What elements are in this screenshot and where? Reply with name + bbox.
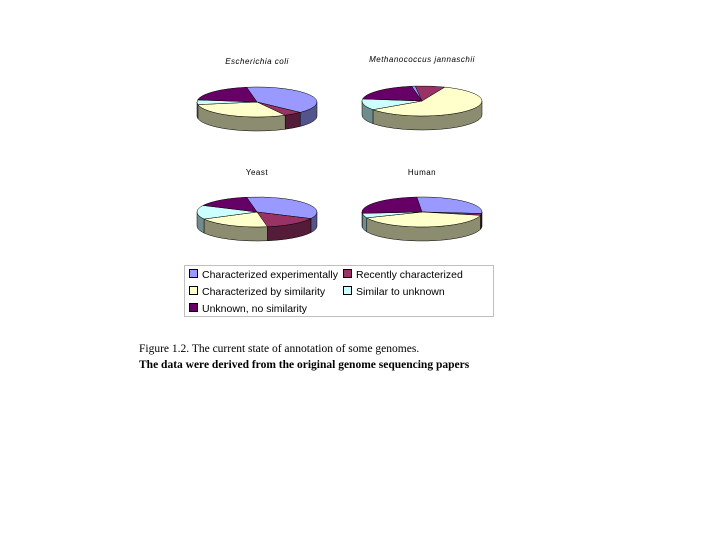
caption-line-2: The data were derived from the original genome sequencing papers	[139, 359, 470, 371]
pie-methanococcus	[362, 86, 482, 130]
chart-title-human: Human	[407, 168, 437, 177]
legend-item-unknown-no-similarity	[189, 303, 307, 315]
legend-label: Unknown, no similarity	[202, 303, 308, 315]
legend-item-characterized-experimentally	[189, 269, 338, 281]
pie-slice-unknown-no-similarity	[362, 197, 422, 213]
chart-legend	[184, 265, 494, 317]
pie-slice-characterized-experimentally	[417, 197, 482, 214]
chart-title-methanococcus: Methanococcus jannaschii	[369, 55, 475, 64]
legend-swatch	[343, 269, 352, 278]
legend-item-similar-to-unknown	[343, 286, 445, 298]
pie-human	[362, 197, 482, 241]
caption-line-1: Figure 1.2. The current state of annotation of some genomes.	[139, 343, 420, 355]
legend-label: Characterized experimentally	[202, 269, 338, 281]
chart-title-yeast: Yeast	[245, 168, 269, 177]
legend-label: Characterized by similarity	[202, 286, 326, 298]
legend-label: Similar to unknown	[356, 286, 445, 298]
legend-item-characterized-by-similarity	[189, 286, 325, 298]
pie-slice-unknown-no-similarity	[198, 87, 257, 102]
legend-swatch	[189, 303, 198, 312]
chart-title-ecoli: Escherichia coli	[225, 57, 289, 66]
figure-caption	[139, 341, 469, 373]
legend-swatch	[189, 269, 198, 278]
legend-label: Recently characterized	[356, 269, 463, 281]
legend-item-recently-characterized	[343, 269, 463, 281]
pie-ecoli	[197, 87, 317, 131]
pie-yeast	[197, 197, 317, 241]
legend-swatch	[189, 286, 198, 295]
pie-slice-unknown-no-similarity	[363, 86, 422, 101]
legend-swatch	[343, 286, 352, 295]
